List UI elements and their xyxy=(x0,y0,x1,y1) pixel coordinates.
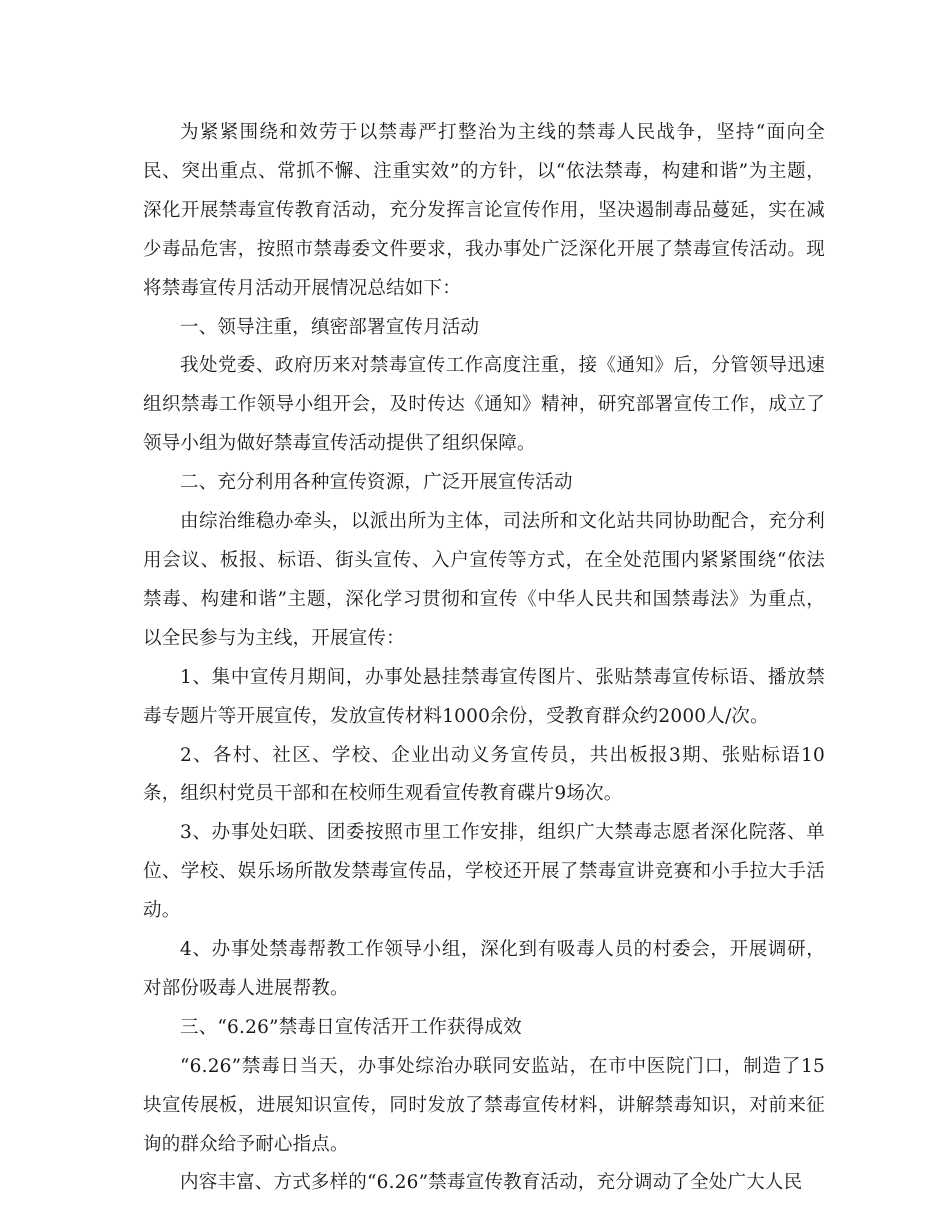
section-heading-1: 一、领导注重，缜密部署宣传月活动 xyxy=(180,316,480,338)
list-item-2: 2、各村、社区、学校、企业出动义务宣传员，共出板报3期、张贴标语10条，组织村党员干部和在校师生观看宣传教育碟片9场次。 xyxy=(143,744,825,805)
section-3-paragraph: “6.26”禁毒日当天，办事处综治办联同安监站，在市中医院门口，制造了15块宣传展板，进展知识宣传，同时发放了禁毒宣传材料，讲解禁毒知识，对前来征询的群众给予耐心指点。 xyxy=(143,1055,825,1155)
section-2-paragraph: 由综治维稳办牵头，以派出所为主体，司法所和文化站共同协助配合，充分利用会议、板报、标语、街头宣传、入户宣传等方式，在全处范围内紧紧围绕“依法禁毒、构建和谐”主题，深化学习贯彻和宣传《中华人民共和国禁毒法》为重点，以全民参与为主线，开展宣传： xyxy=(143,511,825,649)
list-item-3: 3、办事处妇联、团委按照市里工作安排，组织广大禁毒志愿者深化院落、单位、学校、娱乐场所散发禁毒宣传品，学校还开展了禁毒宣讲竞赛和小手拉大手活动。 xyxy=(143,822,825,922)
section-1-paragraph: 我处党委、政府历来对禁毒宣传工作高度注重，接《通知》后，分管领导迅速组织禁毒工作领导小组开会，及时传达《通知》精神，研究部署宣传工作，成立了领导小组为做好禁毒宣传活动提供了组织保障。 xyxy=(143,355,825,455)
intro-paragraph: 为紧紧围绕和效劳于以禁毒严打整治为主线的禁毒人民战争，坚持“面向全民、突出重点、常抓不懈、注重实效”的方针，以“依法禁毒，构建和谐”为主题，深化开展禁毒宣传教育活动，充分发挥言论宣传作用，坚决遏制毒品蔓延，实在减少毒品危害，按照市禁毒委文件要求，我办事处广泛深化开展了禁毒宣传活动。现将禁毒宣传月活动开展情况总结如下： xyxy=(143,122,825,299)
section-heading-2: 二、充分利用各种宣传资源，广泛开展宣传活动 xyxy=(180,472,573,494)
section-heading-3: 三、“6.26”禁毒日宣传活开工作获得成效 xyxy=(180,1016,522,1038)
list-item-4: 4、办事处禁毒帮教工作领导小组，深化到有吸毒人员的村委会，开展调研，对部份吸毒人进展帮教。 xyxy=(143,939,825,999)
list-item-1: 1、集中宣传月期间，办事处悬挂禁毒宣传图片、张贴禁毒宣传标语、播放禁毒专题片等开展宣传，发放宣传材料1000余份，受教育群众约2000人/次。 xyxy=(143,666,825,727)
closing-paragraph: 内容丰富、方式多样的“6.26”禁毒宣传教育活动，充分调动了全处广大人民 xyxy=(180,1172,803,1194)
document-body xyxy=(143,114,825,1203)
